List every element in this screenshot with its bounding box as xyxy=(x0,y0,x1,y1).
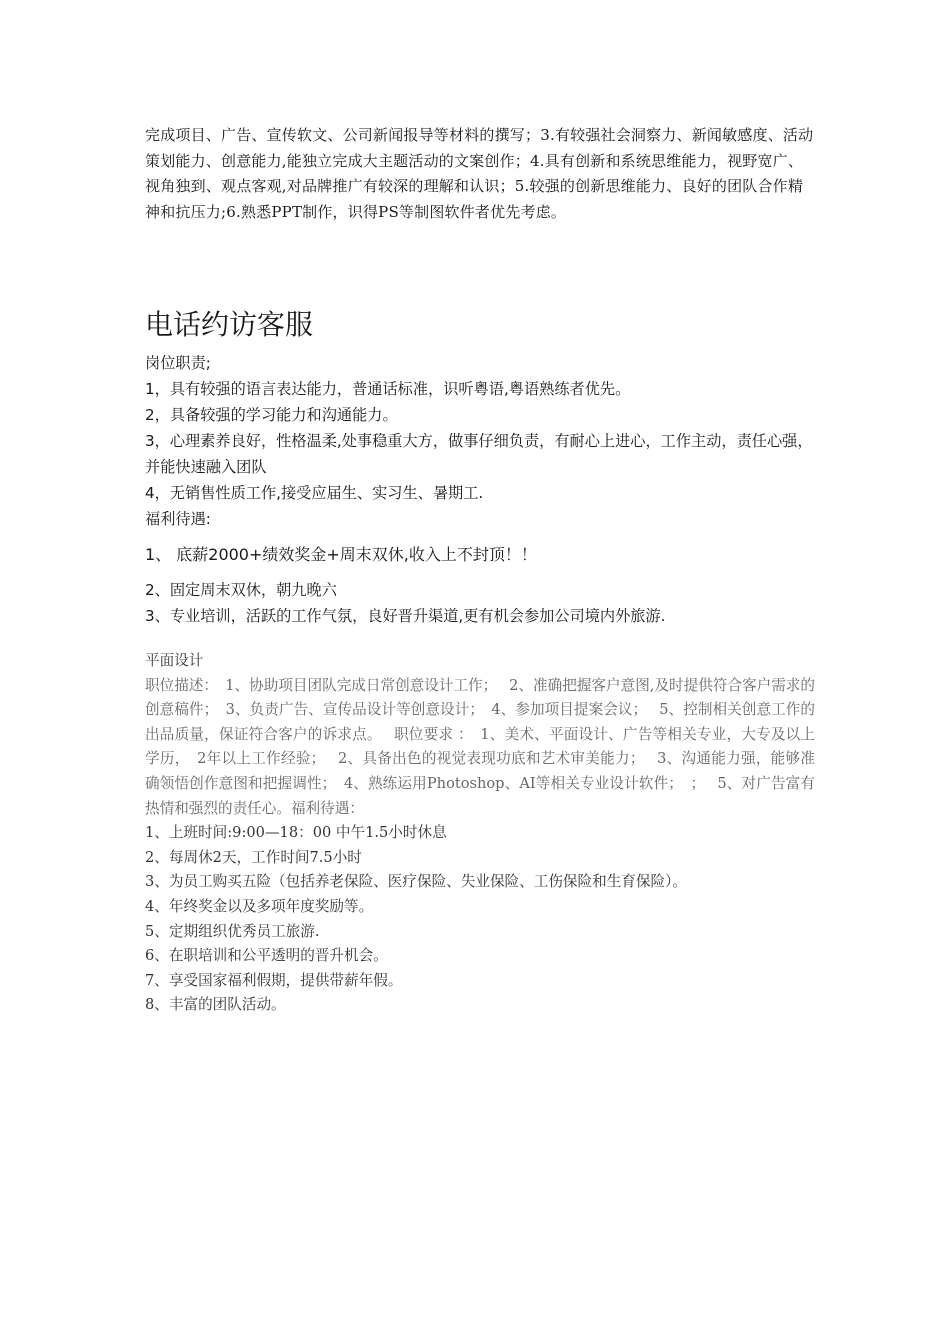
benefit-item: 3、为员工购买五险（包括养老保险、医疗保险、失业保险、工伤保险和生育保险）。 xyxy=(145,873,687,891)
phone-service-title: 电话约访客服 xyxy=(145,308,314,341)
duty-item: 4，无销售性质工作,接受应届生、实习生、暑期工. xyxy=(145,484,484,502)
graphic-design-title: 平面设计 xyxy=(145,652,204,669)
benefit-item: 2、固定周末双休，朝九晚六 xyxy=(145,581,337,599)
graphic-design-section xyxy=(145,649,815,1018)
intro-paragraph: 完成项目、广告、宣传软文、公司新闻报导等材料的撰写；3.有较强社会洞察力、新闻敏感度、活动策划能力、创意能力,能独立完成大主题活动的文案创作；4.具有创新和系统思维能力，视野宽广、视角独到、观点客观,对品牌推广有较深的理解和认识；5.较强的创新思维能力、良好的团队合作精神和抗压力;6.熟悉PPT制作，识得PS等制图软件者优先考虑。 xyxy=(145,126,814,221)
duty-item: 2，具备较强的学习能力和沟通能力。 xyxy=(145,406,398,424)
duties-heading: 岗位职责; xyxy=(145,354,211,372)
benefits-heading: 福利待遇: xyxy=(145,510,211,528)
benefit-salary: 1、 底薪2000+绩效奖金+周末双休,收入上不封顶！！ xyxy=(145,545,537,564)
benefit-item: 7、享受国家福利假期，提供带薪年假。 xyxy=(145,971,403,989)
duty-item: 1，具有较强的语言表达能力，普通话标准，识听粤语,粤语熟练者优先。 xyxy=(145,380,631,398)
phone-service-section xyxy=(145,350,815,629)
duty-item: 3，心理素养良好，性格温柔,处事稳重大方，做事仔细负责，有耐心上进心，工作主动，责任心强，并能快速融入团队 xyxy=(145,432,813,476)
copywriter-requirements xyxy=(145,123,815,225)
benefit-item: 3、专业培训，活跃的工作气氛，良好晋升渠道,更有机会参加公司境内外旅游. xyxy=(145,607,666,625)
benefit-item: 8、丰富的团队活动。 xyxy=(145,996,286,1014)
benefit-item: 4、年终奖金以及多项年度奖励等。 xyxy=(145,897,374,915)
benefit-item: 1、上班时间:9:00—18：00 中午1.5小时休息 xyxy=(145,824,447,842)
benefit-item: 5、定期组织优秀员工旅游. xyxy=(145,922,320,940)
benefit-item: 2、每周休2天，工作时间7.5小时 xyxy=(145,848,362,866)
graphic-design-description: 职位描述： 1、协助项目团队完成日常创意设计工作； 2、准确把握客户意图,及时提供符合客户需求的创意稿件； 3、负责广告、宣传品设计等创意设计； 4、参加项目提案会议； 5、控制相关创意工作的出品质量，保证符合客户的诉求点。 职位要求 ： 1、美术、平面设计、广告等相关专业，大专及以上学历， 2年以上工作经验； 2、具备出色的视觉表现功底和艺术审美能力； 3、沟通能力强，能够准确领悟创作意图和把握调性； 4、熟练运用Photoshop、AI等相关专业设计软件； ； 5、对广告富有热情和强烈的责任心。福利待遇： xyxy=(145,676,815,817)
benefit-item: 6、在职培训和公平透明的晋升机会。 xyxy=(145,947,388,965)
